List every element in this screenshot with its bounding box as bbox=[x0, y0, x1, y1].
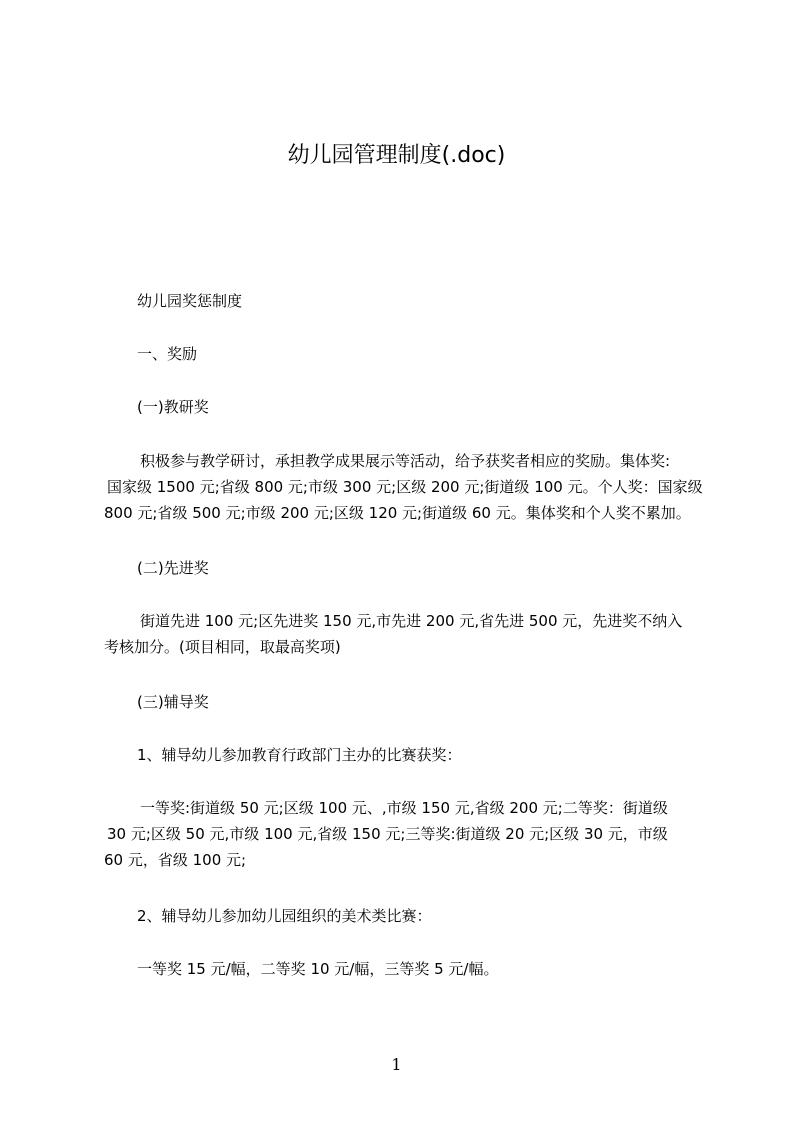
paragraph-line: 一等奖:街道级 50 元;区级 100 元、,市级 150 元,省级 200 元;二等奖：街道级 bbox=[140, 799, 668, 817]
paragraph-art-competition-prizes: 一等奖 15 元/幅，二等奖 10 元/幅，三等奖 5 元/幅。 bbox=[137, 960, 499, 978]
subsection-teaching-research-award: (一)教研奖 bbox=[137, 398, 209, 416]
paragraph-line: 考核加分。(项目相同，取最高奖项) bbox=[104, 638, 341, 656]
subsection-tutoring-award: (三)辅导奖 bbox=[137, 693, 209, 711]
paragraph-line: 800 元;省级 500 元;市级 200 元;区级 120 元;街道级 60 元。集体奖和个人奖不累加。 bbox=[104, 504, 691, 522]
page-number: 1 bbox=[391, 1055, 402, 1074]
paragraph-advanced-award bbox=[104, 608, 708, 660]
list-item-tutoring-official-competition: 1、辅导幼儿参加教育行政部门主办的比赛获奖： bbox=[137, 746, 462, 764]
paragraph-line: 街道先进 100 元;区先进奖 150 元,市先进 200 元,省先进 500 元，先进奖不纳入 bbox=[140, 612, 683, 630]
paragraph-official-competition-prizes bbox=[104, 795, 708, 873]
section-reward: 一、奖励 bbox=[137, 345, 198, 363]
paragraph-line: 国家级 1500 元;省级 800 元;市级 300 元;区级 200 元;街道级 100 元。个人奖：国家级 bbox=[107, 478, 703, 496]
paragraph-line: 30 元;区级 50 元,市级 100 元,省级 150 元;三等奖:街道级 20 元;区级 30 元，市级 bbox=[107, 825, 668, 843]
paragraph-line: 60 元，省级 100 元; bbox=[104, 851, 247, 869]
paragraph-line: 积极参与教学研讨，承担教学成果展示等活动，给予获奖者相应的奖励。集体奖: bbox=[140, 452, 671, 470]
paragraph-teaching-research-award bbox=[104, 448, 708, 526]
document-title: 幼儿园管理制度(.doc) bbox=[287, 143, 506, 168]
subsection-advanced-award: (二)先进奖 bbox=[137, 559, 209, 577]
list-item-tutoring-art-competition: 2、辅导幼儿参加幼儿园组织的美术类比赛： bbox=[137, 907, 432, 925]
heading-reward-punishment: 幼儿园奖惩制度 bbox=[137, 292, 243, 310]
